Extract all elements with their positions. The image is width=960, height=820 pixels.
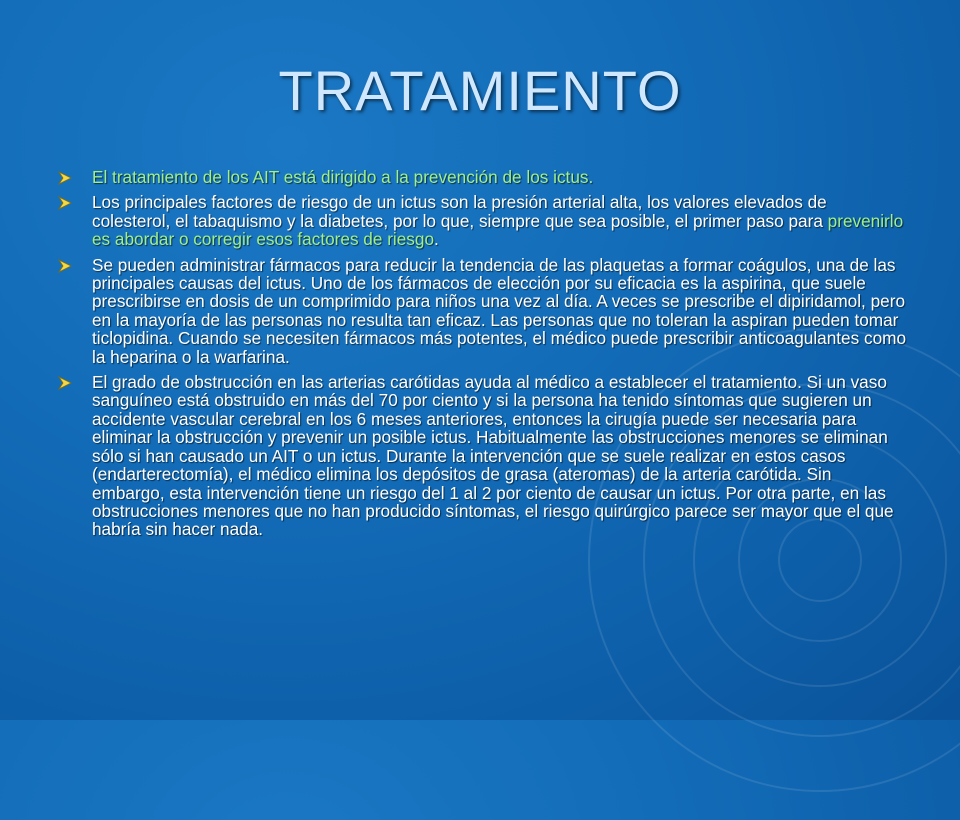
slide-title: TRATAMIENTO	[278, 59, 682, 122]
bullet-item	[58, 256, 908, 366]
bullet-item	[58, 373, 908, 539]
bullet-text-highlight: prevenirlo es abordar o corregir esos factores de riesgo	[92, 210, 904, 250]
bullet-item	[58, 193, 908, 248]
bullet-text-segment: Los principales factores de riesgo de un ictus son la presión arterial alta, los valores elevados de colesterol, el tabaquismo y la diabetes, por lo que, siempre que sea posible, el primer paso para	[92, 192, 828, 231]
arrowhead-bullet-icon	[58, 171, 72, 185]
bullet-item	[58, 168, 908, 186]
bullet-text-segment: .	[434, 229, 439, 250]
arrowhead-bullet-icon	[58, 376, 72, 390]
arrowhead-bullet-icon	[58, 259, 72, 273]
bullet-text-segment: El grado de obstrucción en las arterias carótidas ayuda al médico a establecer el tratamiento. Si un vaso sanguíneo está obstruido en más del 70 por ciento y si la persona ha tenido síntomas que sugieren un accidente vascular cerebral en los 6 meses anteriores, entonces la cirugía puede ser necesaria para eliminar la obstrucción y prevenir un posible ictus. Habitualmente las obstrucciones menores se eliminan sólo si han causado un AIT o un ictus. Durante la intervención que se suele realizar en estos casos (endarterectomía), el médico elimina los depósitos de grasa (ateromas) de la arteria carótida. Sin embargo, esta intervención tiene un riesgo del 1 al 2 por ciento de causar un ictus. Por otra parte, en las obstrucciones menores que no han producido síntomas, el riesgo quirúrgico parece ser mayor que el que habría sin hacer nada.	[92, 372, 894, 540]
bullet-text-segment: Se pueden administrar fármacos para reducir la tendencia de las plaquetas a formar coágulos, una de las principales causas del ictus. Uno de los fármacos de elección por su eficacia es la aspirina, que suele prescribirse en dosis de un comprimido para niños una vez al día. A veces se prescribe el dipiridamol, pero en la mayoría de las personas no resulta tan eficaz. Las personas que no toleran la aspiran pueden tomar ticlopidina. Cuando se necesiten fármacos más potentes, el médico puede prescribir anticoagulantes como la heparina o la warfarina.	[92, 254, 906, 367]
bullet-text	[92, 372, 894, 539]
bullet-text	[92, 167, 593, 187]
bullet-list	[58, 168, 908, 546]
bullet-text-highlight: El tratamiento de los AIT está dirigido a la prevención de los ictus.	[92, 167, 594, 187]
arrowhead-bullet-icon	[58, 196, 72, 210]
bullet-text	[92, 192, 903, 249]
bullet-text	[92, 255, 906, 367]
